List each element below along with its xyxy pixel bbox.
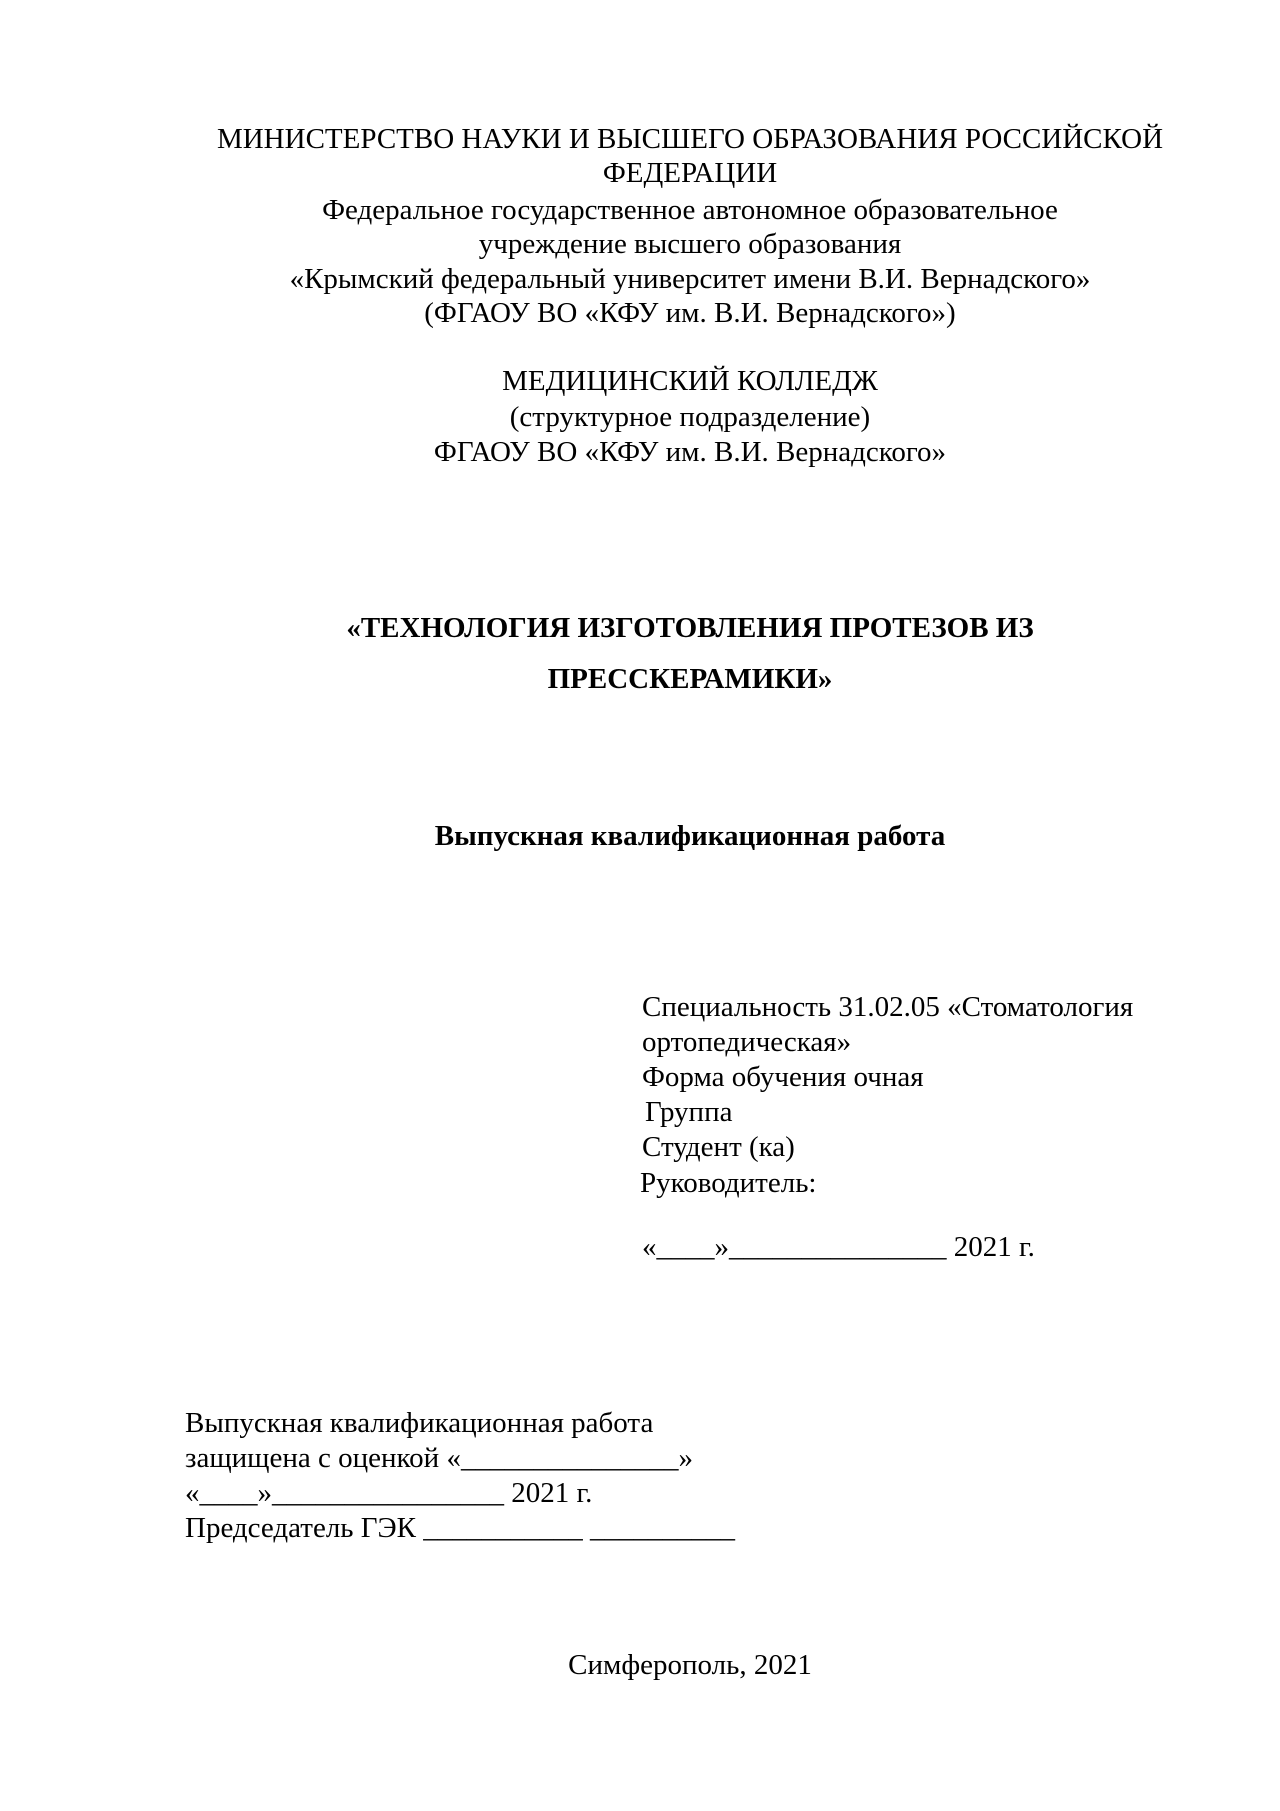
defense-line-3: «____»________________ 2021 г. — [185, 1477, 593, 1509]
group-label: Группа — [645, 1096, 733, 1128]
details-date: «____»_______________ 2021 г. — [642, 1231, 1035, 1263]
supervisor-label: Руководитель: — [640, 1167, 817, 1199]
thesis-title-line-2: ПРЕССКЕРАМИКИ» — [547, 663, 833, 695]
specialty-line-1: Специальность 31.02.05 «Стоматология — [642, 991, 1134, 1023]
ministry-line-2: ФЕДЕРАЦИИ — [602, 157, 778, 189]
specialty-line-2: ортопедическая» — [642, 1026, 852, 1058]
defense-line-4: Председатель ГЭК ___________ __________ — [185, 1512, 736, 1544]
college-name: МЕДИЦИНСКИЙ КОЛЛЕДЖ — [502, 365, 878, 397]
institution-line-4: (ФГАОУ ВО «КФУ им. В.И. Вернадского») — [424, 297, 956, 329]
study-form: Форма обучения очная — [642, 1061, 924, 1093]
institution-line-3: «Крымский федеральный университет имени В.И. Вернадского» — [289, 263, 1091, 295]
institution-line-1: Федеральное государственное автономное образовательное — [322, 194, 1058, 226]
college-subtitle: (структурное подразделение) — [509, 401, 871, 433]
student-label: Студент (ка) — [642, 1131, 795, 1163]
defense-line-1: Выпускная квалификационная работа — [185, 1407, 654, 1439]
institution-line-2: учреждение высшего образования — [478, 228, 902, 260]
thesis-title-line-1: «ТЕХНОЛОГИЯ ИЗГОТОВЛЕНИЯ ПРОТЕЗОВ ИЗ — [346, 612, 1034, 644]
work-type: Выпускная квалификационная работа — [434, 820, 946, 852]
ministry-line-1: МИНИСТЕРСТВО НАУКИ И ВЫСШЕГО ОБРАЗОВАНИЯ РОССИЙСКОЙ — [216, 123, 1164, 155]
city-year: Симферополь, 2021 — [568, 1649, 812, 1681]
defense-line-2: защищена с оценкой «_______________» — [185, 1442, 693, 1474]
college-parent: ФГАОУ ВО «КФУ им. В.И. Вернадского» — [433, 436, 947, 468]
